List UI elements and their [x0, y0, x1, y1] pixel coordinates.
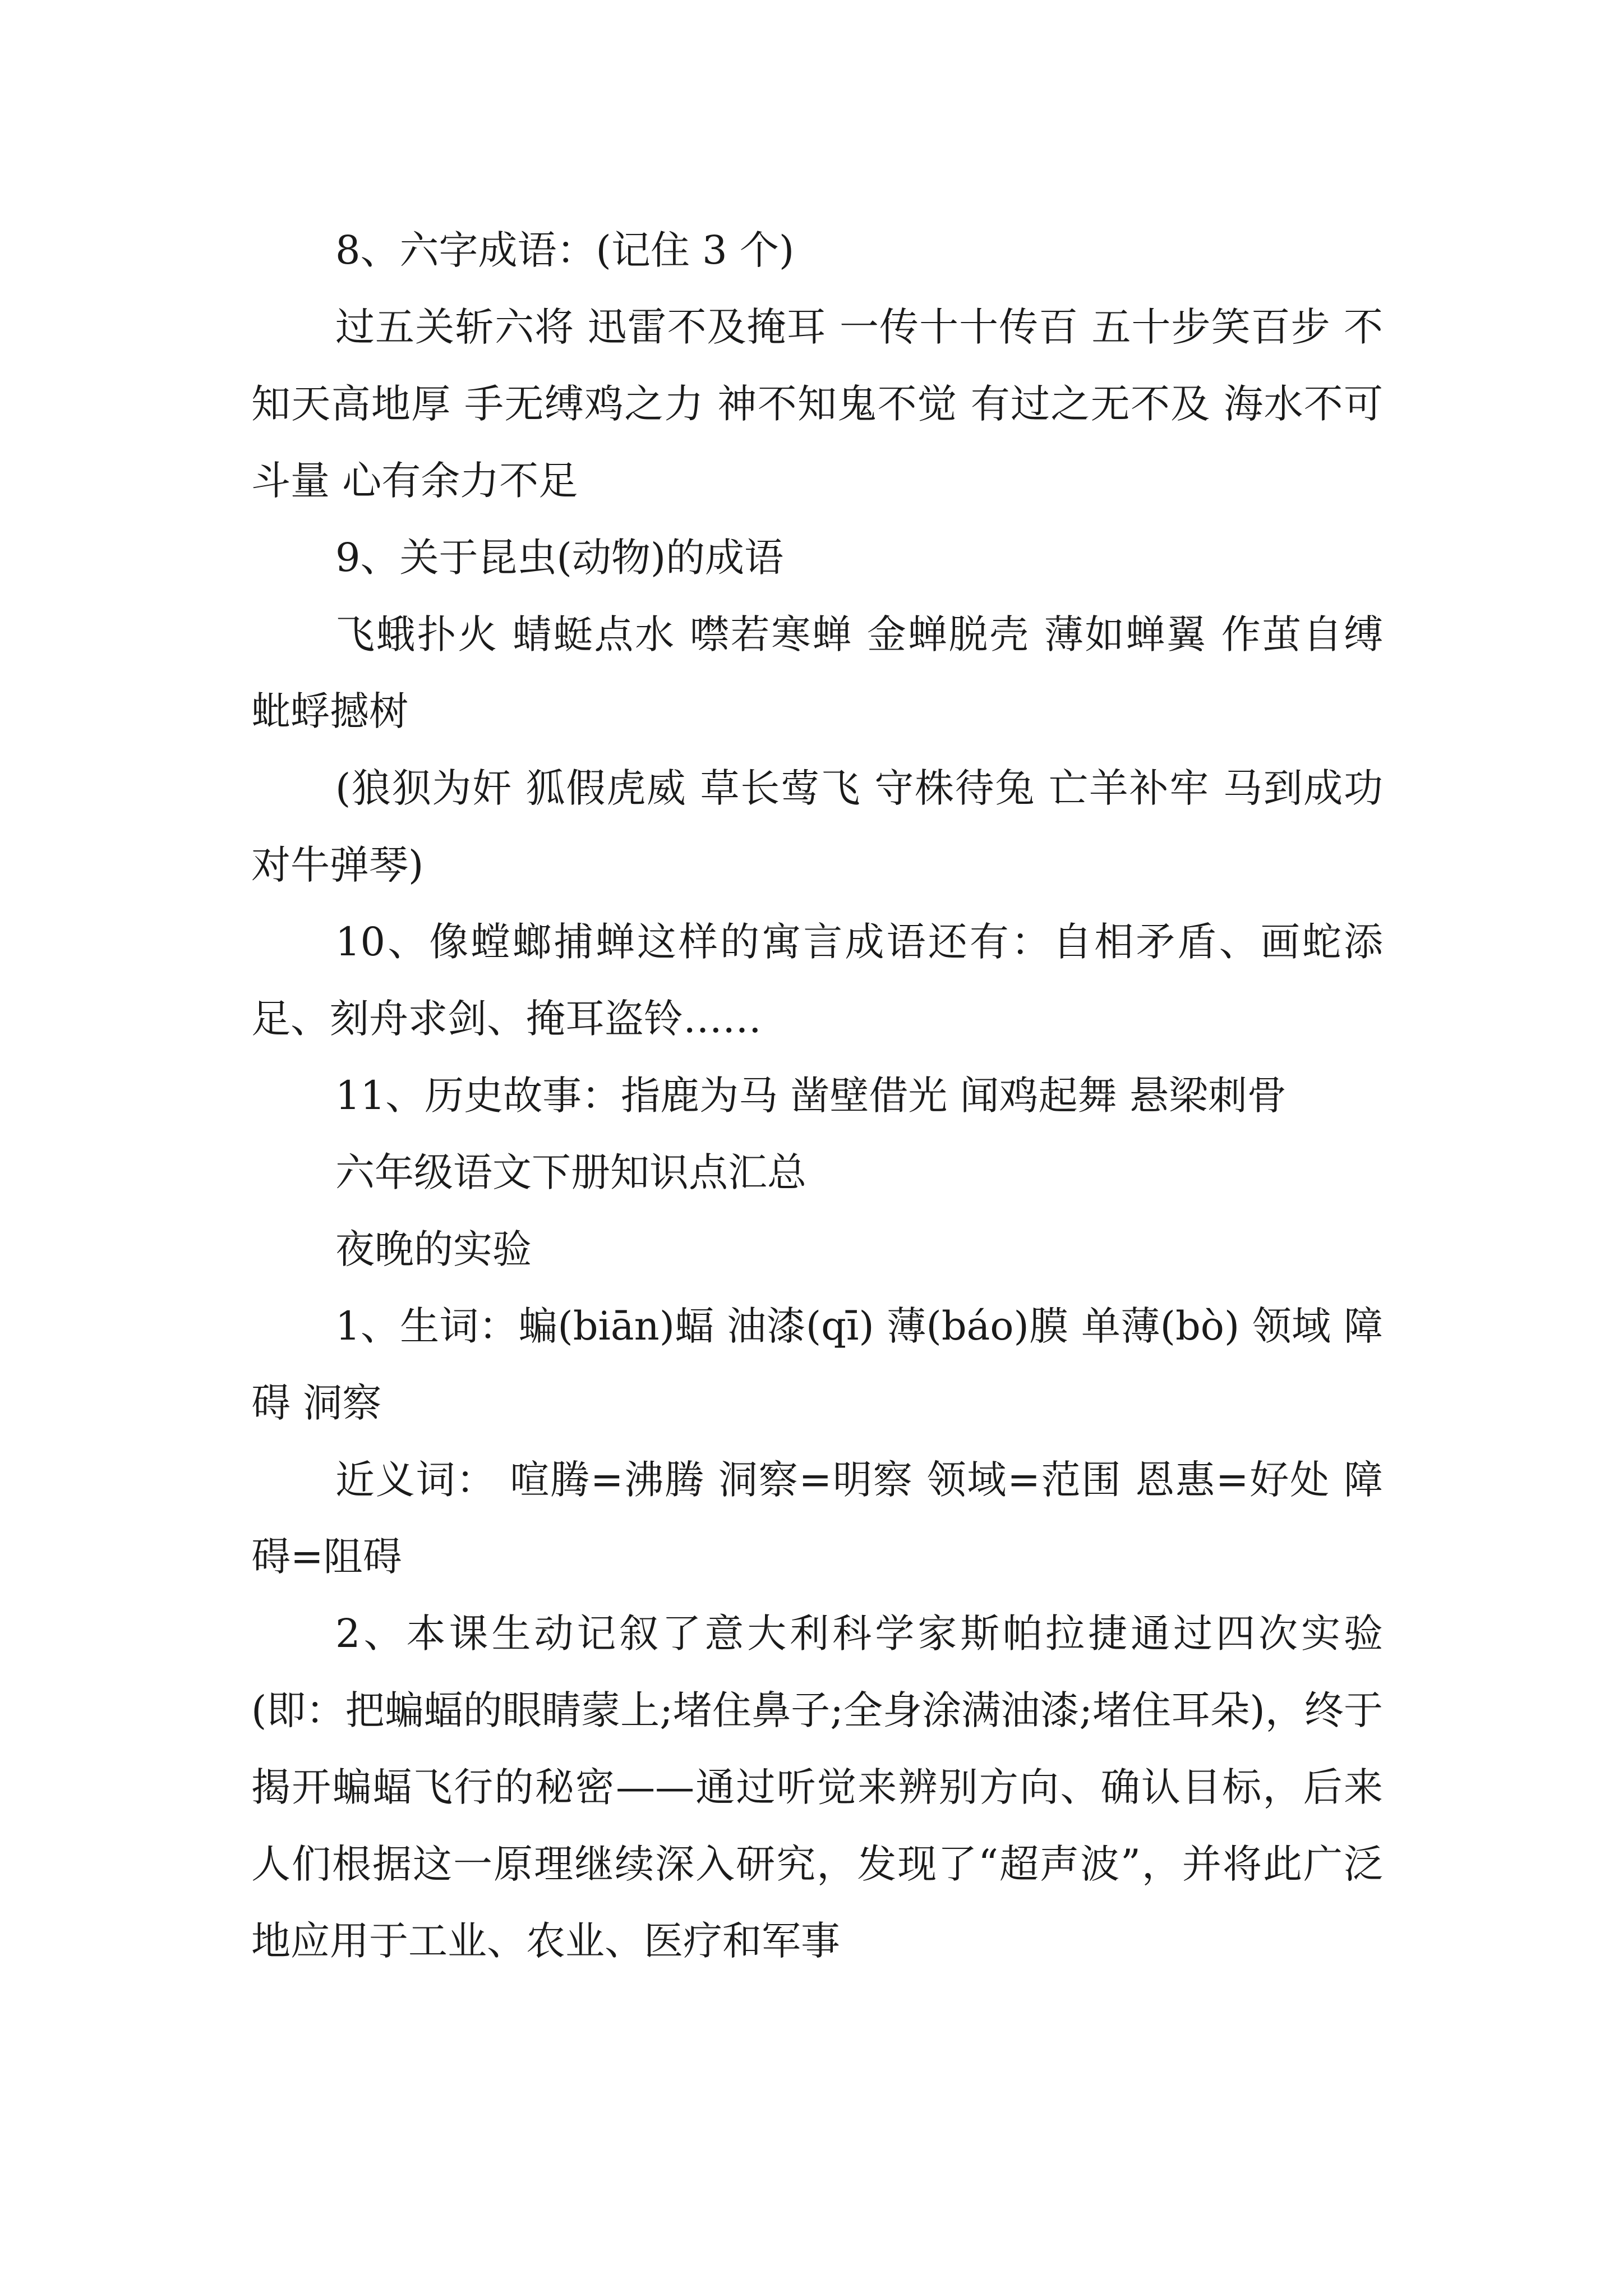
document-body: [251, 212, 1396, 1980]
paragraph-animal-idioms-list: (狼狈为奸 狐假虎威 草长莺飞 守株待兔 亡羊补牢 马到成功 对牛弹琴): [251, 765, 1396, 888]
section-title: 六年级语文下册知识点汇总: [335, 1149, 806, 1195]
paragraph-insect-idioms-heading: 9、关于昆虫(动物)的成语: [335, 535, 784, 581]
paragraph-six-character-idioms-heading: 8、六字成语：(记住 3 个): [335, 227, 795, 273]
lesson-title: 夜晚的实验: [335, 1226, 532, 1272]
paragraph-vocabulary: 1、生词：蝙(biān)蝠 油漆(qī) 薄(báo)膜 单薄(bò) 领域 障碍 洞察: [251, 1303, 1383, 1426]
paragraph-insect-idioms-list: 飞蛾扑火 蜻蜓点水 噤若寒蝉 金蝉脱壳 薄如蝉翼 作茧自缚 蚍蜉撼树: [251, 611, 1396, 734]
paragraph-synonyms: 近义词： 喧腾=沸腾 洞察=明察 领域=范围 恩惠=好处 障碍=阻碍: [251, 1457, 1383, 1580]
paragraph-fable-idioms: 10、像螳螂捕蝉这样的寓言成语还有：自相矛盾、画蛇添足、刻舟求剑、掩耳盗铃……: [251, 919, 1383, 1042]
paragraph-lesson-summary: 2、本课生动记叙了意大利科学家斯帕拉捷通过四次实验(即：把蝙蝠的眼睛蒙上;堵住鼻子;全身涂满油漆;堵住耳朵)，终于揭开蝙蝠飞行的秘密——通过听觉来辨别方向、确认目标，后来人们根据这一原理继续深入研究，发现了“超声波”，并将此广泛地应用于工业、农业、医疗和军事: [251, 1611, 1383, 1964]
paragraph-history-stories: 11、历史故事：指鹿为马 凿壁借光 闻鸡起舞 悬梁刺骨: [335, 1073, 1287, 1119]
paragraph-six-character-idioms-list: 过五关斩六将 迅雷不及掩耳 一传十十传百 五十步笑百步 不知天高地厚 手无缚鸡之力 神不知鬼不觉 有过之无不及 海水不可斗量 心有余力不足: [251, 304, 1383, 504]
